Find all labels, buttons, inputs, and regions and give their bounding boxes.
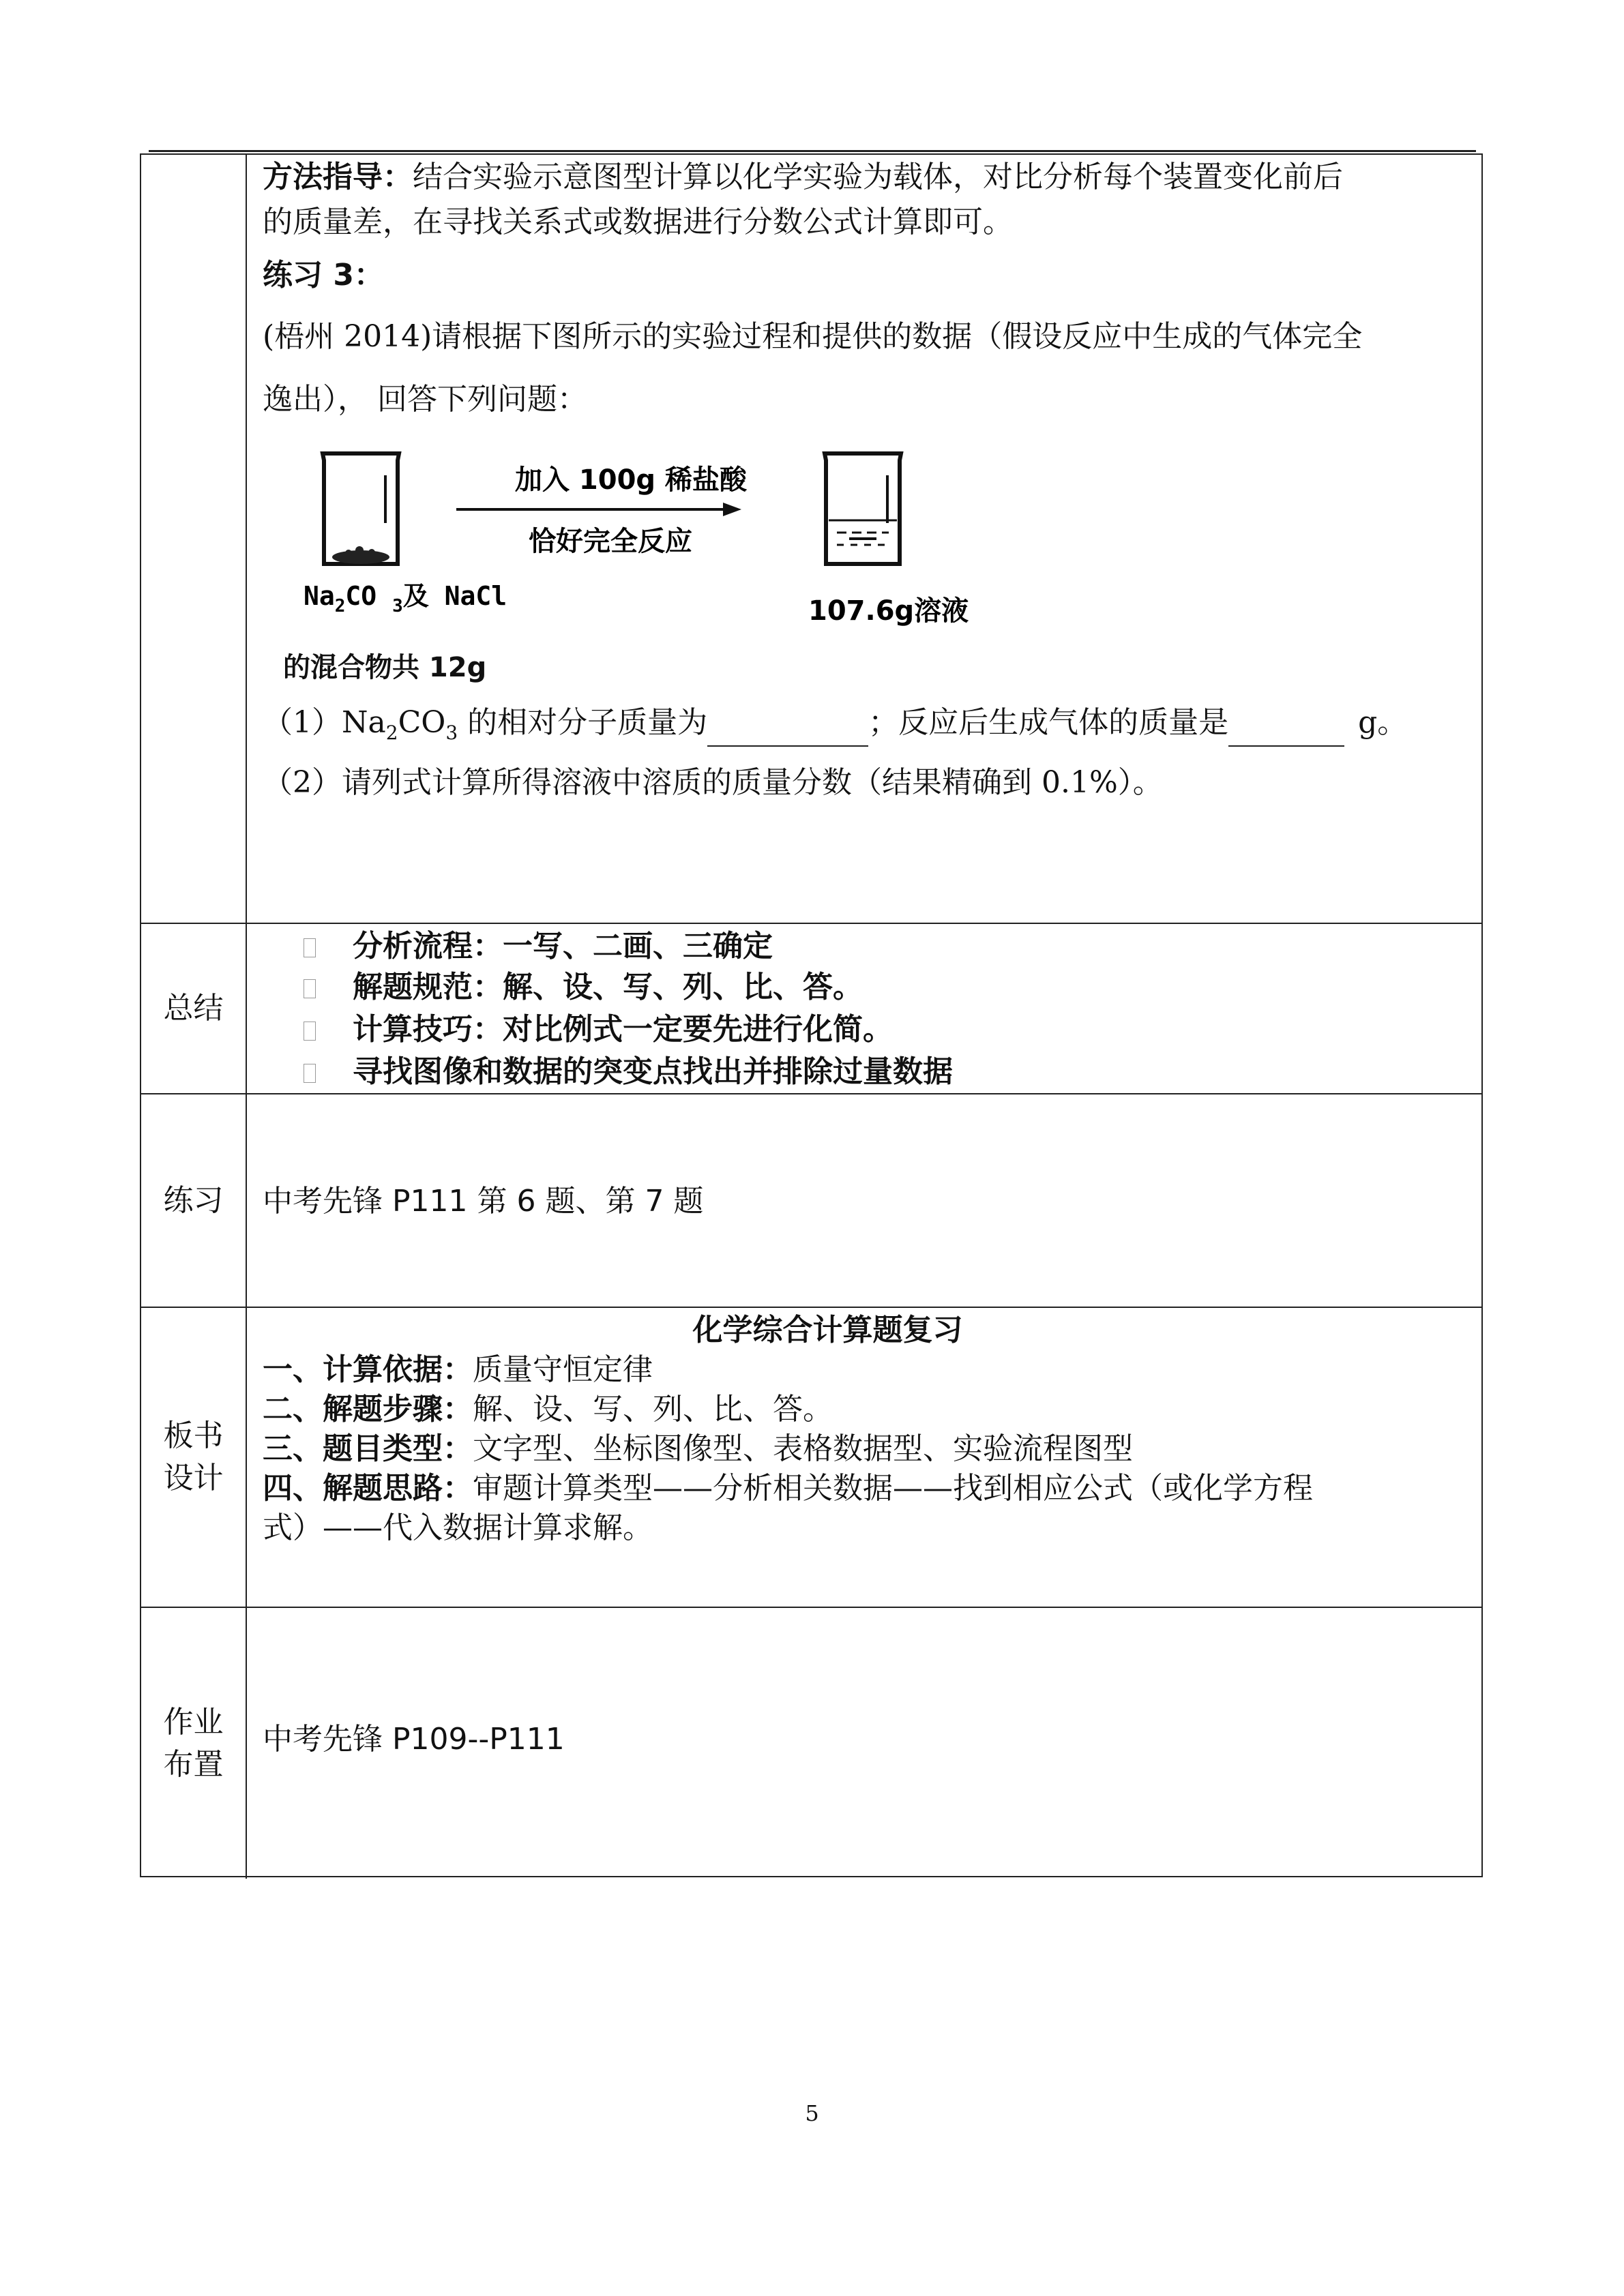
exercise-title: 练习 3： xyxy=(263,258,384,293)
bullet-icon xyxy=(304,938,316,957)
board-content xyxy=(263,1308,1461,1607)
arrow-bottom-label: 恰好完全反应 xyxy=(529,526,692,557)
homework-label xyxy=(141,1608,247,1879)
right-beaker-icon xyxy=(825,453,901,564)
q1-blank-1[interactable] xyxy=(707,700,868,747)
method-line-1 xyxy=(263,155,1461,200)
summary-content xyxy=(263,924,1461,1093)
method-line-2: 的质量差，在寻找关系式或数据进行分数公式计算即可。 xyxy=(263,205,1013,239)
summary-label: 总结 xyxy=(141,924,247,1093)
homework-label-1: 作业 xyxy=(163,1704,224,1740)
method-row-content xyxy=(263,155,1461,923)
board-title: 化学综合计算题复习 xyxy=(692,1313,963,1347)
q1-unit: g。 xyxy=(1358,705,1408,740)
board-line: 三、题目类型：文字型、坐标图像型、表格数据型、实验流程图型 xyxy=(263,1431,1133,1466)
q1-prefix: （1）Na xyxy=(263,705,386,740)
homework-content xyxy=(263,1608,1461,1879)
practice-text: 中考先锋 P111 第 6 题、第 7 题 xyxy=(263,1184,704,1219)
page-number: 5 xyxy=(805,2100,819,2126)
method-row xyxy=(141,155,1481,924)
problem-line-2: 逸出）， 回答下列问题： xyxy=(263,382,587,417)
summary-item: 解题规范：解、设、写、列、比、答。 xyxy=(304,966,863,1009)
left-beaker-caption-line2: 的混合物共 12g xyxy=(283,652,487,683)
board-line: 一、计算依据：质量守恒定律 xyxy=(263,1352,653,1387)
method-label: 方法指导： xyxy=(263,160,413,194)
homework-row xyxy=(141,1608,1481,1879)
left-beaker-icon xyxy=(323,453,399,564)
board-label-2: 设计 xyxy=(163,1461,224,1495)
problem-line-1: (梧州 2014)请根据下图所示的实验过程和提供的数据（假设反应中生成的气体完全 xyxy=(263,319,1363,354)
board-line-5: 式）——代入数据计算求解。 xyxy=(263,1510,653,1545)
bullet-icon xyxy=(304,979,316,998)
arrow-top-label: 加入 100g 稀盐酸 xyxy=(515,464,747,496)
question-2: （2）请列式计算所得溶液中溶质的质量分数（结果精确到 0.1%）。 xyxy=(263,765,1163,800)
homework-label-2: 布置 xyxy=(163,1746,224,1782)
bullet-icon xyxy=(304,1064,316,1083)
summary-item: 分析流程：一写、二画、三确定 xyxy=(304,925,773,968)
homework-text: 中考先锋 P109--P111 xyxy=(263,1722,565,1757)
left-beaker-caption-formula: $Na_2CO$ $_3$及 NaCl xyxy=(304,581,507,616)
practice-label: 练习 xyxy=(141,1094,247,1307)
q1-text2: ；反应后生成气体的质量是 xyxy=(868,705,1229,740)
board-label xyxy=(141,1308,247,1607)
header-rule xyxy=(149,150,1476,152)
summary-item: 计算技巧：对比例式一定要先进行化简。 xyxy=(304,1009,893,1051)
q1-text: 的相对分子质量为 xyxy=(467,705,708,740)
reaction-arrow-icon xyxy=(456,503,741,516)
method-text-1: 结合实验示意图型计算以化学实验为载体，对比分析每个装置变化前后 xyxy=(413,160,1343,194)
summary-item: 寻找图像和数据的突变点找出并排除过量数据 xyxy=(304,1051,953,1093)
board-label-1: 板书 xyxy=(163,1418,224,1453)
summary-row xyxy=(141,924,1481,1094)
question-1: $(1)Na_2CO_3$ 的相对分子质量为 ；反应后生成气体的质量是 g。 xyxy=(263,700,1461,756)
right-beaker-caption: 107.6g溶液 xyxy=(808,595,969,627)
bullet-icon xyxy=(304,1022,316,1041)
experiment-diagram xyxy=(283,448,1047,639)
board-row xyxy=(141,1308,1481,1608)
board-line: 四、解题思路：审题计算类型——分析相关数据——找到相应公式（或化学方程 xyxy=(263,1471,1313,1506)
q1-blank-2[interactable] xyxy=(1228,700,1344,747)
lesson-table xyxy=(140,153,1483,1877)
q1-formula: CO xyxy=(398,705,446,740)
method-row-label xyxy=(141,155,247,923)
board-line: 二、解题步骤：解、设、写、列、比、答。 xyxy=(263,1392,833,1427)
practice-content xyxy=(263,1094,1461,1307)
practice-row xyxy=(141,1094,1481,1308)
